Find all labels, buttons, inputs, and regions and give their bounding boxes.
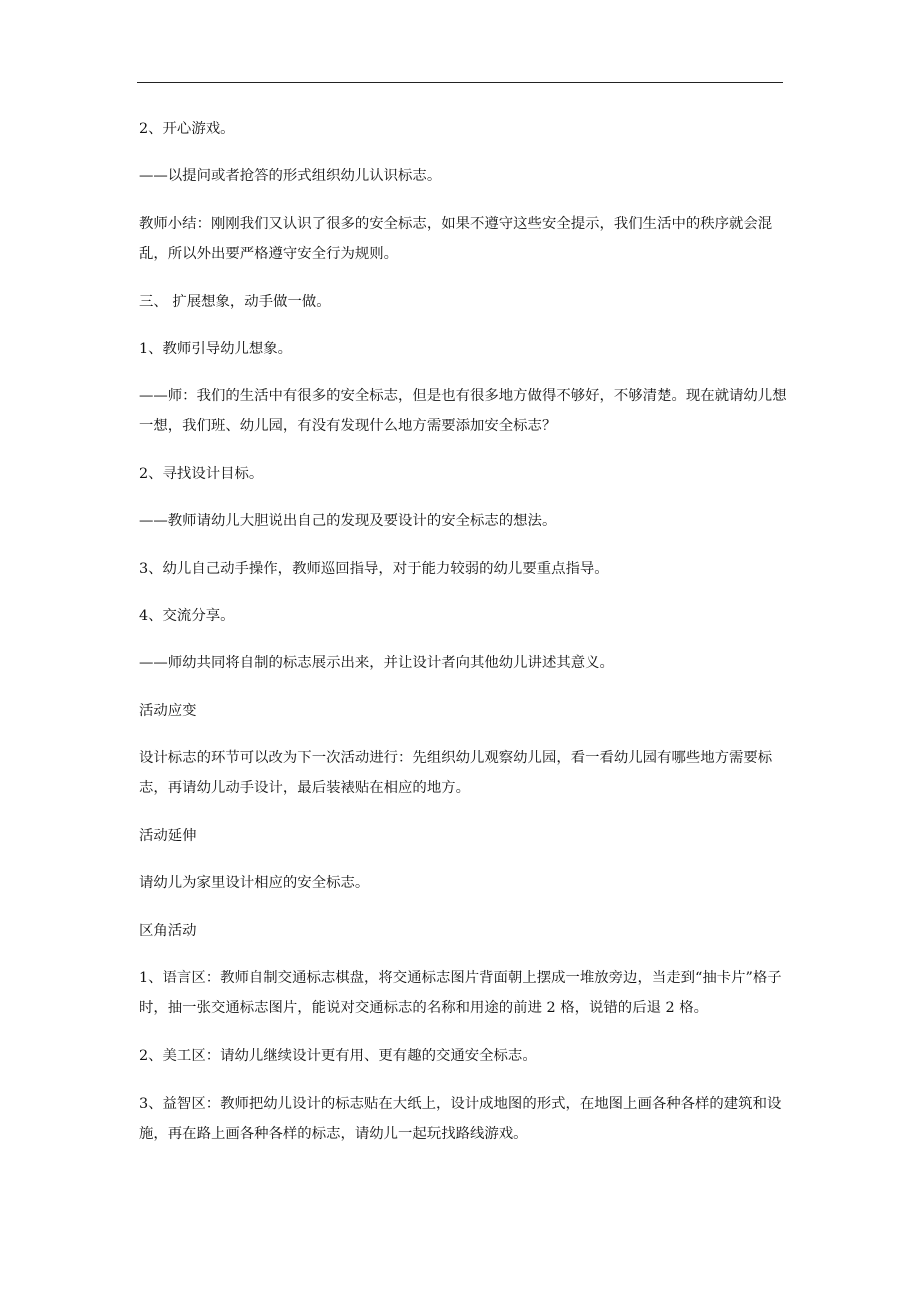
paragraph-puzzle-corner: 3、益智区：教师把幼儿设计的标志贴在大纸上，设计成地图的形式，在地图上画各种各样的建筑和设施，再在路上画各种各样的标志，请幼儿一起玩找路线游戏。 bbox=[139, 1096, 782, 1142]
paragraph-find-target: 2、寻找设计目标。 bbox=[139, 466, 264, 482]
paragraph-share: 4、交流分享。 bbox=[139, 608, 235, 624]
paragraph-teacher-speech: ——师：我们的生活中有很多的安全标志，但是也有很多地方做得不够好，不够清楚。现在就请幼儿想一想，我们班、幼儿园，有没有发现什么地方需要添加安全标志？ bbox=[139, 388, 787, 434]
heading-corner-activity: 区角活动 bbox=[139, 923, 197, 939]
paragraph-game-desc: ——以提问或者抢答的形式组织幼儿认识标志。 bbox=[139, 168, 442, 184]
paragraph-activity-adapt: 设计标志的环节可以改为下一次活动进行：先组织幼儿观察幼儿园，看一看幼儿园有哪些地方需要标志，再请幼儿动手设计，最后装裱贴在相应的地方。 bbox=[139, 750, 773, 796]
heading-activity-adapt: 活动应变 bbox=[139, 703, 197, 719]
paragraph-activity-extend: 请幼儿为家里设计相应的安全标志。 bbox=[139, 875, 370, 891]
paragraph-teacher-summary: 教师小结：刚刚我们又认识了很多的安全标志，如果不遵守这些安全提示，我们生活中的秩序就会混乱，所以外出要严格遵守安全行为规则。 bbox=[139, 216, 773, 262]
document-body bbox=[139, 114, 787, 1149]
paragraph-language-corner: 1、语言区：教师自制交通标志棋盘，将交通标志图片背面朝上摆成一堆放旁边，当走到“抽卡片”格子时，抽一张交通标志图片，能说对交通标志的名称和用途的前进 2 格，说错的后退 2 格。 bbox=[139, 970, 782, 1016]
paragraph-art-corner: 2、美工区：请幼儿继续设计更有用、更有趣的交通安全标志。 bbox=[139, 1048, 537, 1064]
header-rule bbox=[137, 82, 783, 83]
paragraph-hands-on: 3、幼儿自己动手操作，教师巡回指导，对于能力较弱的幼儿要重点指导。 bbox=[139, 561, 609, 577]
paragraph-find-target-desc: ——教师请幼儿大胆说出自己的发现及要设计的安全标志的想法。 bbox=[139, 513, 557, 529]
paragraph-guide-imagine: 1、教师引导幼儿想象。 bbox=[139, 341, 293, 357]
paragraph-game-title: 2、开心游戏。 bbox=[139, 121, 235, 137]
section-heading-3: 三、 扩展想象，动手做一做。 bbox=[139, 294, 331, 310]
paragraph-share-desc: ——师幼共同将自制的标志展示出来，并让设计者向其他幼儿讲述其意义。 bbox=[139, 655, 614, 671]
heading-activity-extend: 活动延伸 bbox=[139, 828, 197, 844]
